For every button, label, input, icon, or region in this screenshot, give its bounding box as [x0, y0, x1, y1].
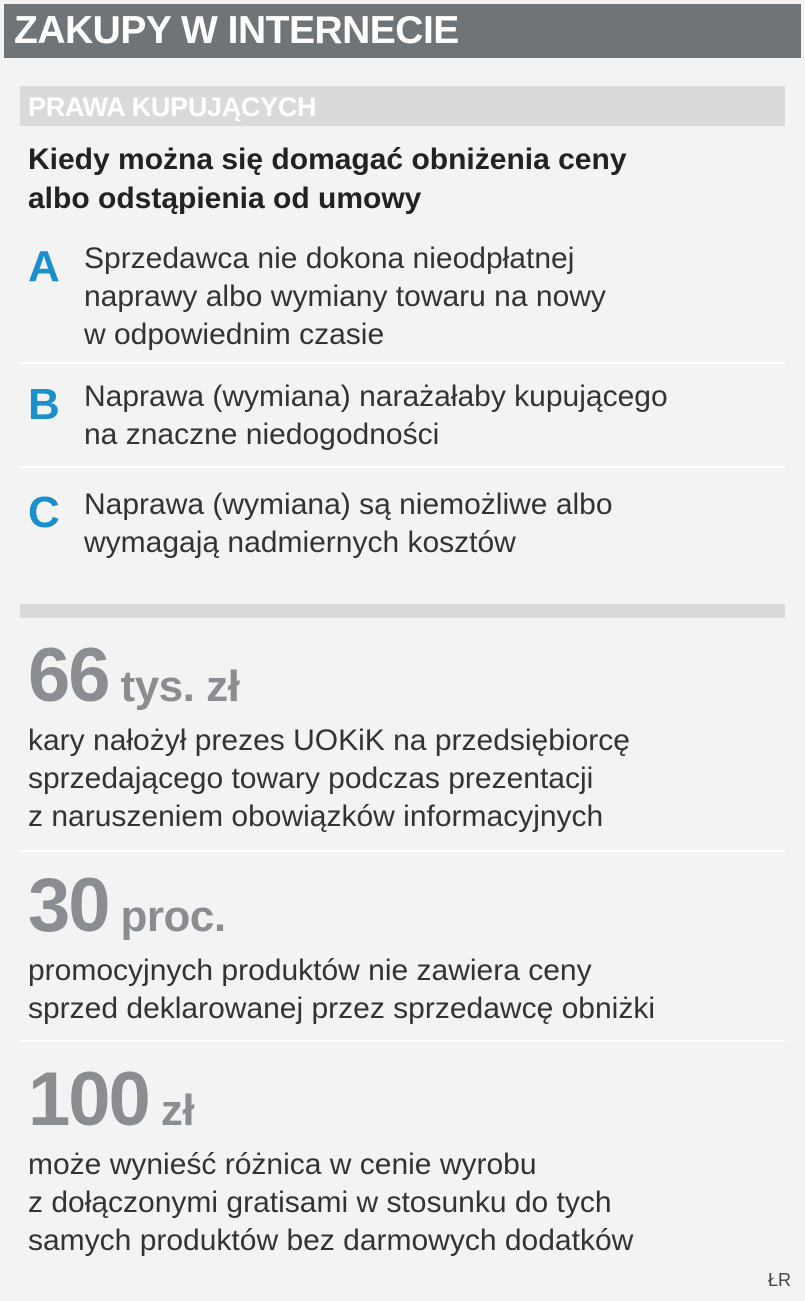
- item-letter: A: [28, 242, 60, 291]
- author-initials: ŁR: [767, 1270, 791, 1290]
- stat-description-line: sprzedającego towary podczas prezentacji: [28, 762, 594, 795]
- section-title: PRAWA KUPUJĄCYCH: [20, 86, 785, 126]
- item-text: [84, 378, 784, 454]
- stat-block-2: [28, 863, 788, 1028]
- stat-description-line: sprzed deklarowanej przez sprzedawcę obniżki: [28, 992, 655, 1025]
- stat-value: 30: [28, 863, 109, 948]
- item-text-line: Naprawa (wymiana) są niemożliwe albo: [84, 488, 613, 521]
- stat-unit: proc.: [120, 892, 226, 941]
- stat-description-line: samych produktów bez darmowych dodatków: [28, 1224, 634, 1257]
- item-text-line: wymagają nadmiernych kosztów: [84, 526, 516, 559]
- section-divider: [20, 604, 785, 618]
- subtitle-line-2: albo odstąpienia od umowy: [28, 182, 422, 215]
- stat-description: [28, 722, 788, 836]
- item-text: [84, 486, 784, 562]
- stat-value: 100: [28, 1057, 149, 1142]
- item-text-line: naprawy albo wymiany towaru na nowy: [84, 280, 606, 313]
- stat-description-line: promocyjnych produktów nie zawiera ceny: [28, 954, 592, 987]
- stat-value: 66: [28, 633, 109, 718]
- stat-block-3: [28, 1057, 788, 1260]
- item-text-line: na znaczne niedogodności: [84, 418, 440, 451]
- stat-description: [28, 1146, 788, 1260]
- divider: [20, 466, 785, 468]
- stat-description-line: z naruszeniem obowiązków informacyjnych: [28, 800, 604, 833]
- divider: [20, 850, 785, 852]
- divider: [20, 1040, 785, 1042]
- item-letter: B: [28, 380, 60, 429]
- item-text-line: Naprawa (wymiana) narażałaby kupującego: [84, 380, 668, 413]
- item-text-line: Sprzedawca nie dokona nieodpłatnej: [84, 242, 575, 275]
- stat-block-1: [28, 633, 788, 836]
- stat-unit: zł: [160, 1086, 195, 1135]
- header-title: ZAKUPY W INTERNECIE: [4, 4, 801, 58]
- item-letter: C: [28, 488, 60, 537]
- item-text-line: w odpowiednim czasie: [84, 318, 385, 351]
- stat-description: [28, 952, 788, 1028]
- subtitle: [28, 140, 788, 218]
- subtitle-line-1: Kiedy można się domagać obniżenia ceny: [28, 143, 627, 176]
- divider: [20, 362, 785, 364]
- stat-unit: tys. zł: [120, 662, 240, 711]
- stat-description-line: może wynieść różnica w cenie wyrobu: [28, 1148, 537, 1181]
- stat-description-line: kary nałożył prezes UOKiK na przedsiębiorcę: [28, 724, 630, 757]
- item-text: [84, 240, 784, 354]
- stat-description-line: z dołączonymi gratisami w stosunku do tych: [28, 1186, 612, 1219]
